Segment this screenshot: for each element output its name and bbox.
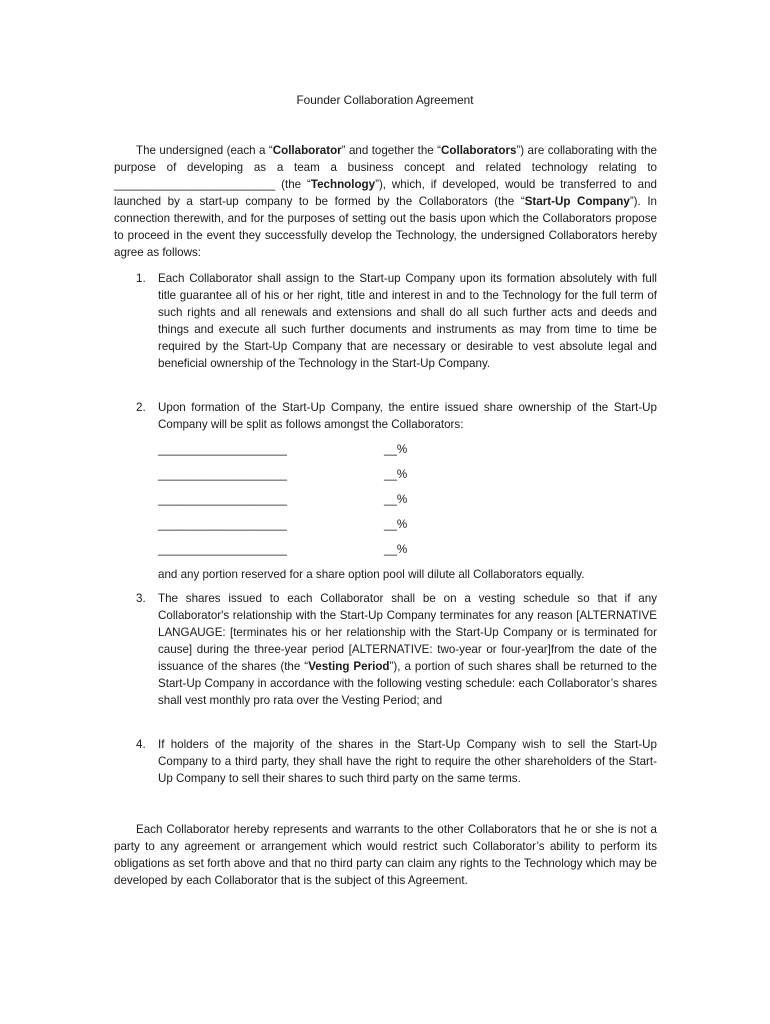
list-item-number: 1.: [136, 272, 146, 285]
list-item-number: 2.: [136, 401, 146, 414]
intro-term-collaborator: Collaborator: [272, 144, 342, 157]
collaborator-name-blank: ____________________: [158, 543, 287, 556]
list-item-3: [114, 590, 657, 709]
collaborator-name-blank: ____________________: [158, 518, 287, 531]
dilution-note: and any portion reserved for a share option pool will dilute all Collaborators equally.: [158, 568, 585, 581]
closing-paragraph: [114, 821, 657, 889]
list-item-text: Upon formation of the Start-Up Company, the entire issued share ownership of the Start-Up Company will be split as follows amongst the Collaborators:: [158, 401, 657, 431]
share-row: [158, 541, 458, 558]
collaborator-name-blank: ____________________: [158, 468, 287, 481]
list-item-text: [158, 590, 657, 709]
document-title: Founder Collaboration Agreement: [296, 93, 474, 107]
item-3-text-2: ”), a portion of such shares shall be returned to the Start-Up Company in accordance with the following vesting schedule: each Collaborator’s shares shall vest monthly pro rata over the Vesting Period; and: [158, 660, 657, 707]
intro-text-5: ”). In connection therewith, and for the purposes of setting out the basis upon which the Collaborators propose to proceed in the event they successfully develop the Technology, the undersigned Collaborators hereby agree as follows:: [114, 195, 657, 259]
intro-text-2: ” and together the “: [341, 144, 442, 157]
list-item-text: Each Collaborator shall assign to the Start-up Company upon its formation absolutely with full title guarantee all of his or her right, title and interest in and to the Technology for the full term of such rights and all renewals and extensions and shall do all such further acts and deeds and things and execute all such further documents and instruments as may from time to time be required by the Start-Up Company that are necessary or desirable to vest absolute legal and beneficial ownership of the Technology in the Start-Up Company.: [158, 272, 657, 370]
share-row: [158, 441, 458, 458]
share-percent-blank: __%: [384, 468, 408, 481]
list-item-number: 4.: [136, 738, 146, 751]
share-percent-blank: __%: [384, 443, 408, 456]
share-percent-blank: __%: [384, 543, 408, 556]
intro-term-collaborators: Collaborators: [441, 144, 517, 157]
collaborator-name-blank: ____________________: [158, 493, 287, 506]
closing-text: Each Collaborator hereby represents and warrants to the other Collaborators that he or she is not a party to any agreement or arrangement which would restrict such Collaborator’s ability to perform its obligations as set forth above and that no third party can claim any rights to the Technology which may be developed by each Collaborator that is the subject of this Agreement.: [114, 823, 657, 887]
share-row: [158, 516, 458, 533]
share-row: [158, 466, 458, 483]
share-percent-blank: __%: [384, 518, 408, 531]
intro-term-startup-company: Start-Up Company: [524, 195, 630, 208]
list-item-number: 3.: [136, 592, 146, 605]
list-item-1: [114, 270, 657, 372]
item-3-text-1: The shares issued to each Collaborator shall be on a vesting schedule so that if any Collaborator's relationship with the Start-Up Company terminates for any reason [ALTERNATIVE LANGAUGE: [terminates his or her relationship with the Start-Up Company or is terminated for cause] during the three-year period [ALTERNATIVE: two-year or four-year]from the date of the issuance of the shares (the “: [158, 592, 657, 673]
intro-term-technology: Technology: [310, 178, 376, 191]
intro-paragraph: [114, 142, 657, 261]
list-item-4: [114, 736, 657, 787]
item-3-term-vesting-period: Vesting Period: [308, 660, 390, 673]
intro-text-3: ”) are collaborating with the purpose of developing as a team a business concept and related technology relating to _________________________ (the “: [114, 144, 657, 191]
share-row: [158, 491, 458, 508]
list-item-2: [114, 399, 657, 433]
list-item-text: If holders of the majority of the shares in the Start-Up Company wish to sell the Start-Up Company to a third party, they shall have the right to require the other shareholders of the Start-Up Company to sell their shares to such third party on the same terms.: [158, 738, 657, 785]
intro-text-4: ”), which, if developed, would be transferred to and launched by a start-up company to be formed by the Collaborators (the “: [114, 178, 657, 208]
collaborator-name-blank: ____________________: [158, 443, 287, 456]
share-percent-blank: __%: [384, 493, 408, 506]
intro-text-1: The undersigned (each a “: [136, 144, 273, 157]
